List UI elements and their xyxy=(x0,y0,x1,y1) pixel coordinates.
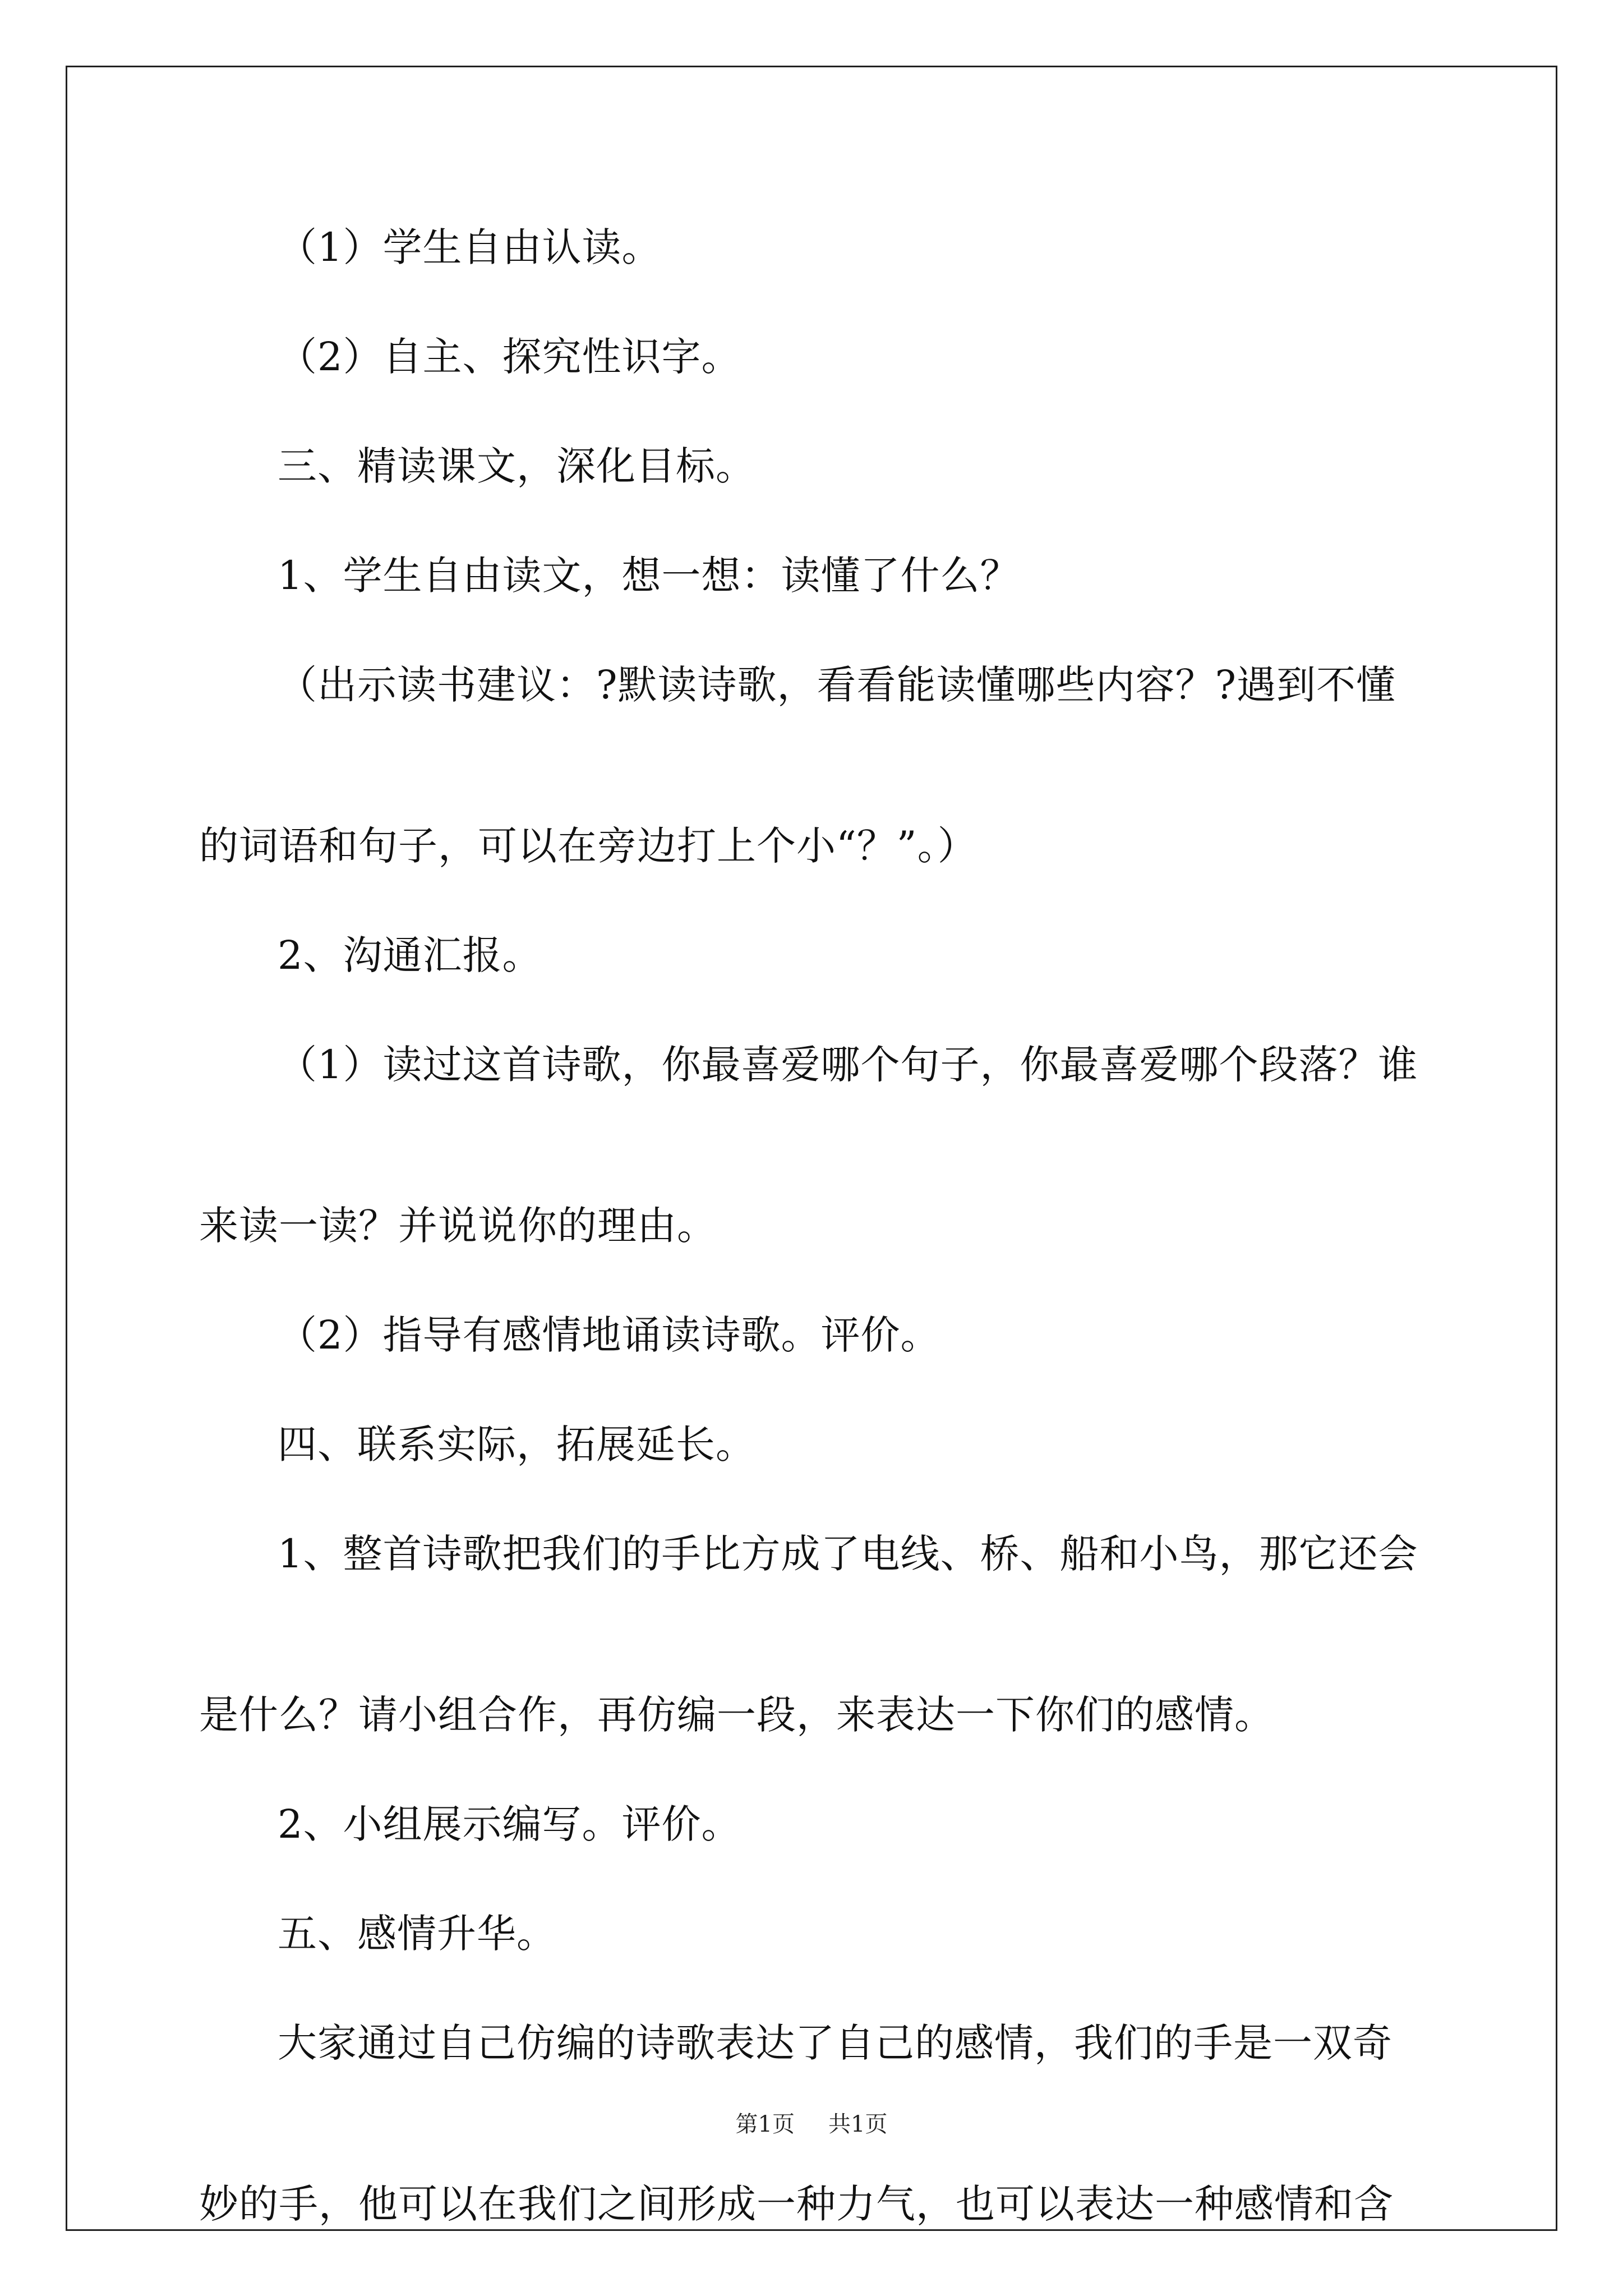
paragraph: 大家通过自己仿编的诗歌表达了自己的感情，我们的手是一双奇 xyxy=(278,2020,1393,2066)
paragraph: （出示读书建议：?默读诗歌，看看能读懂哪些内容？?遇到不懂 xyxy=(278,662,1396,708)
paragraph: （2）自主、探究性识字。 xyxy=(278,334,741,380)
page-total: 共1页 xyxy=(828,2111,888,2137)
page-footer xyxy=(0,2106,1623,2138)
paragraph-continuation: 妙的手，他可以在我们之间形成一种力气，也可以表达一种感情和含 xyxy=(199,2181,1394,2227)
document-body xyxy=(199,222,1427,2229)
paragraph-continuation: 是什么？请小组合作，再仿编一段，来表达一下你们的感情。 xyxy=(199,1692,1274,1738)
paragraph: 2、沟通汇报。 xyxy=(278,932,542,978)
paragraph: 1、整首诗歌把我们的手比方成了电线、桥、船和小鸟，那它还会 xyxy=(278,1531,1418,1577)
paragraph: （2）指导有感情地诵读诗歌。评价。 xyxy=(278,1312,940,1358)
paragraph: 五、感情升华。 xyxy=(278,1911,556,1957)
paragraph: 2、小组展示编写。评价。 xyxy=(278,1801,741,1847)
paragraph-continuation: 的词语和句子，可以在旁边打上个小“？”。） xyxy=(199,823,978,869)
page-number: 第1页 xyxy=(735,2111,795,2137)
paragraph: （1）读过这首诗歌，你最喜爱哪个句子，你最喜爱哪个段落？谁 xyxy=(278,1042,1418,1088)
paragraph: 三、精读课文，深化目标。 xyxy=(278,443,755,489)
paragraph: 四、联系实际，拓展延长。 xyxy=(278,1421,755,1467)
paragraph: 1、学生自由读文，想一想：读懂了什么？ xyxy=(278,553,1020,599)
paragraph-continuation: 来读一读？并说说你的理由。 xyxy=(199,1203,717,1249)
paragraph: （1）学生自由认读。 xyxy=(278,224,662,270)
